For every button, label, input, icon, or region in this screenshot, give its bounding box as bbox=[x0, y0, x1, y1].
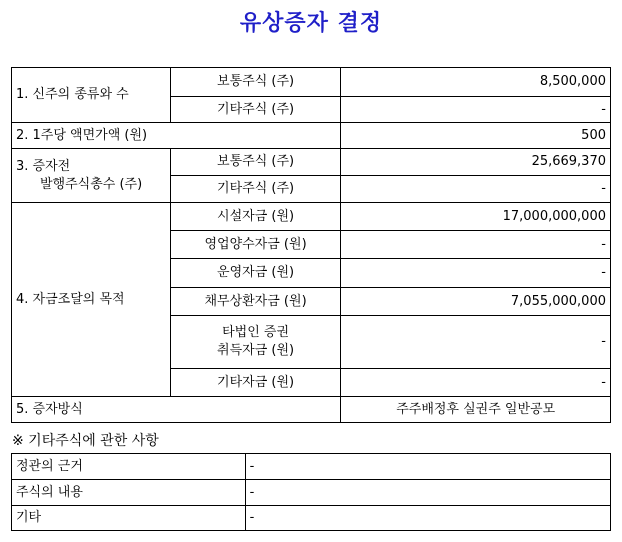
business-acquisition-funds-label: 영업양수자금 (원) bbox=[170, 231, 341, 259]
facility-funds-value: 17,000,000,000 bbox=[341, 203, 611, 231]
operating-funds-label: 운영자금 (원) bbox=[170, 259, 341, 288]
other-shares-table bbox=[11, 453, 611, 531]
articles-basis-label: 정관의 근거 bbox=[12, 454, 246, 480]
other-corp-securities-label-line1: 타법인 증권 bbox=[222, 325, 290, 340]
other-corp-securities-value: - bbox=[341, 316, 611, 369]
rights-offering-table bbox=[11, 67, 611, 423]
other-value: - bbox=[245, 506, 610, 531]
pre-issue-shares-label-line2: 발행주식총수 (주) bbox=[40, 176, 143, 192]
facility-funds-label: 시설자금 (원) bbox=[170, 203, 341, 231]
debt-repayment-funds-value: 7,055,000,000 bbox=[341, 288, 611, 316]
other-shares-value: - bbox=[341, 97, 611, 123]
business-acquisition-funds-value: - bbox=[341, 231, 611, 259]
other-label: 기타 bbox=[12, 506, 246, 531]
pre-common-shares-value: 25,669,370 bbox=[341, 149, 611, 176]
offering-method-value: 주주배정후 실권주 일반공모 bbox=[341, 397, 611, 423]
share-content-label: 주식의 내용 bbox=[12, 480, 246, 506]
page-title: 유상증자 결정 bbox=[239, 11, 383, 36]
new-shares-label: 1. 신주의 종류와 수 bbox=[12, 68, 171, 123]
common-shares-label: 보통주식 (주) bbox=[170, 68, 341, 97]
par-value-label: 2. 1주당 액면가액 (원) bbox=[12, 123, 341, 149]
par-value-value: 500 bbox=[341, 123, 611, 149]
other-shares-label: 기타주식 (주) bbox=[170, 97, 341, 123]
other-funds-value: - bbox=[341, 369, 611, 397]
pre-issue-shares-label bbox=[12, 149, 171, 203]
pre-other-shares-value: - bbox=[341, 176, 611, 203]
offering-method-label: 5. 증자방식 bbox=[12, 397, 341, 423]
debt-repayment-funds-label: 채무상환자금 (원) bbox=[170, 288, 341, 316]
other-corp-securities-label bbox=[170, 316, 341, 369]
funding-purpose-label: 4. 자금조달의 목적 bbox=[12, 203, 171, 397]
pre-common-shares-label: 보통주식 (주) bbox=[170, 149, 341, 176]
articles-basis-value: - bbox=[245, 454, 610, 480]
pre-other-shares-label: 기타주식 (주) bbox=[170, 176, 341, 203]
operating-funds-value: - bbox=[341, 259, 611, 288]
share-content-value: - bbox=[245, 480, 610, 506]
common-shares-value: 8,500,000 bbox=[341, 68, 611, 97]
pre-issue-shares-label-line1: 3. 증자전 bbox=[16, 158, 71, 174]
other-funds-label: 기타자금 (원) bbox=[170, 369, 341, 397]
other-corp-securities-label-line2: 취득자금 (원) bbox=[217, 343, 295, 358]
other-shares-note: ※ 기타주식에 관한 사항 bbox=[12, 433, 159, 449]
